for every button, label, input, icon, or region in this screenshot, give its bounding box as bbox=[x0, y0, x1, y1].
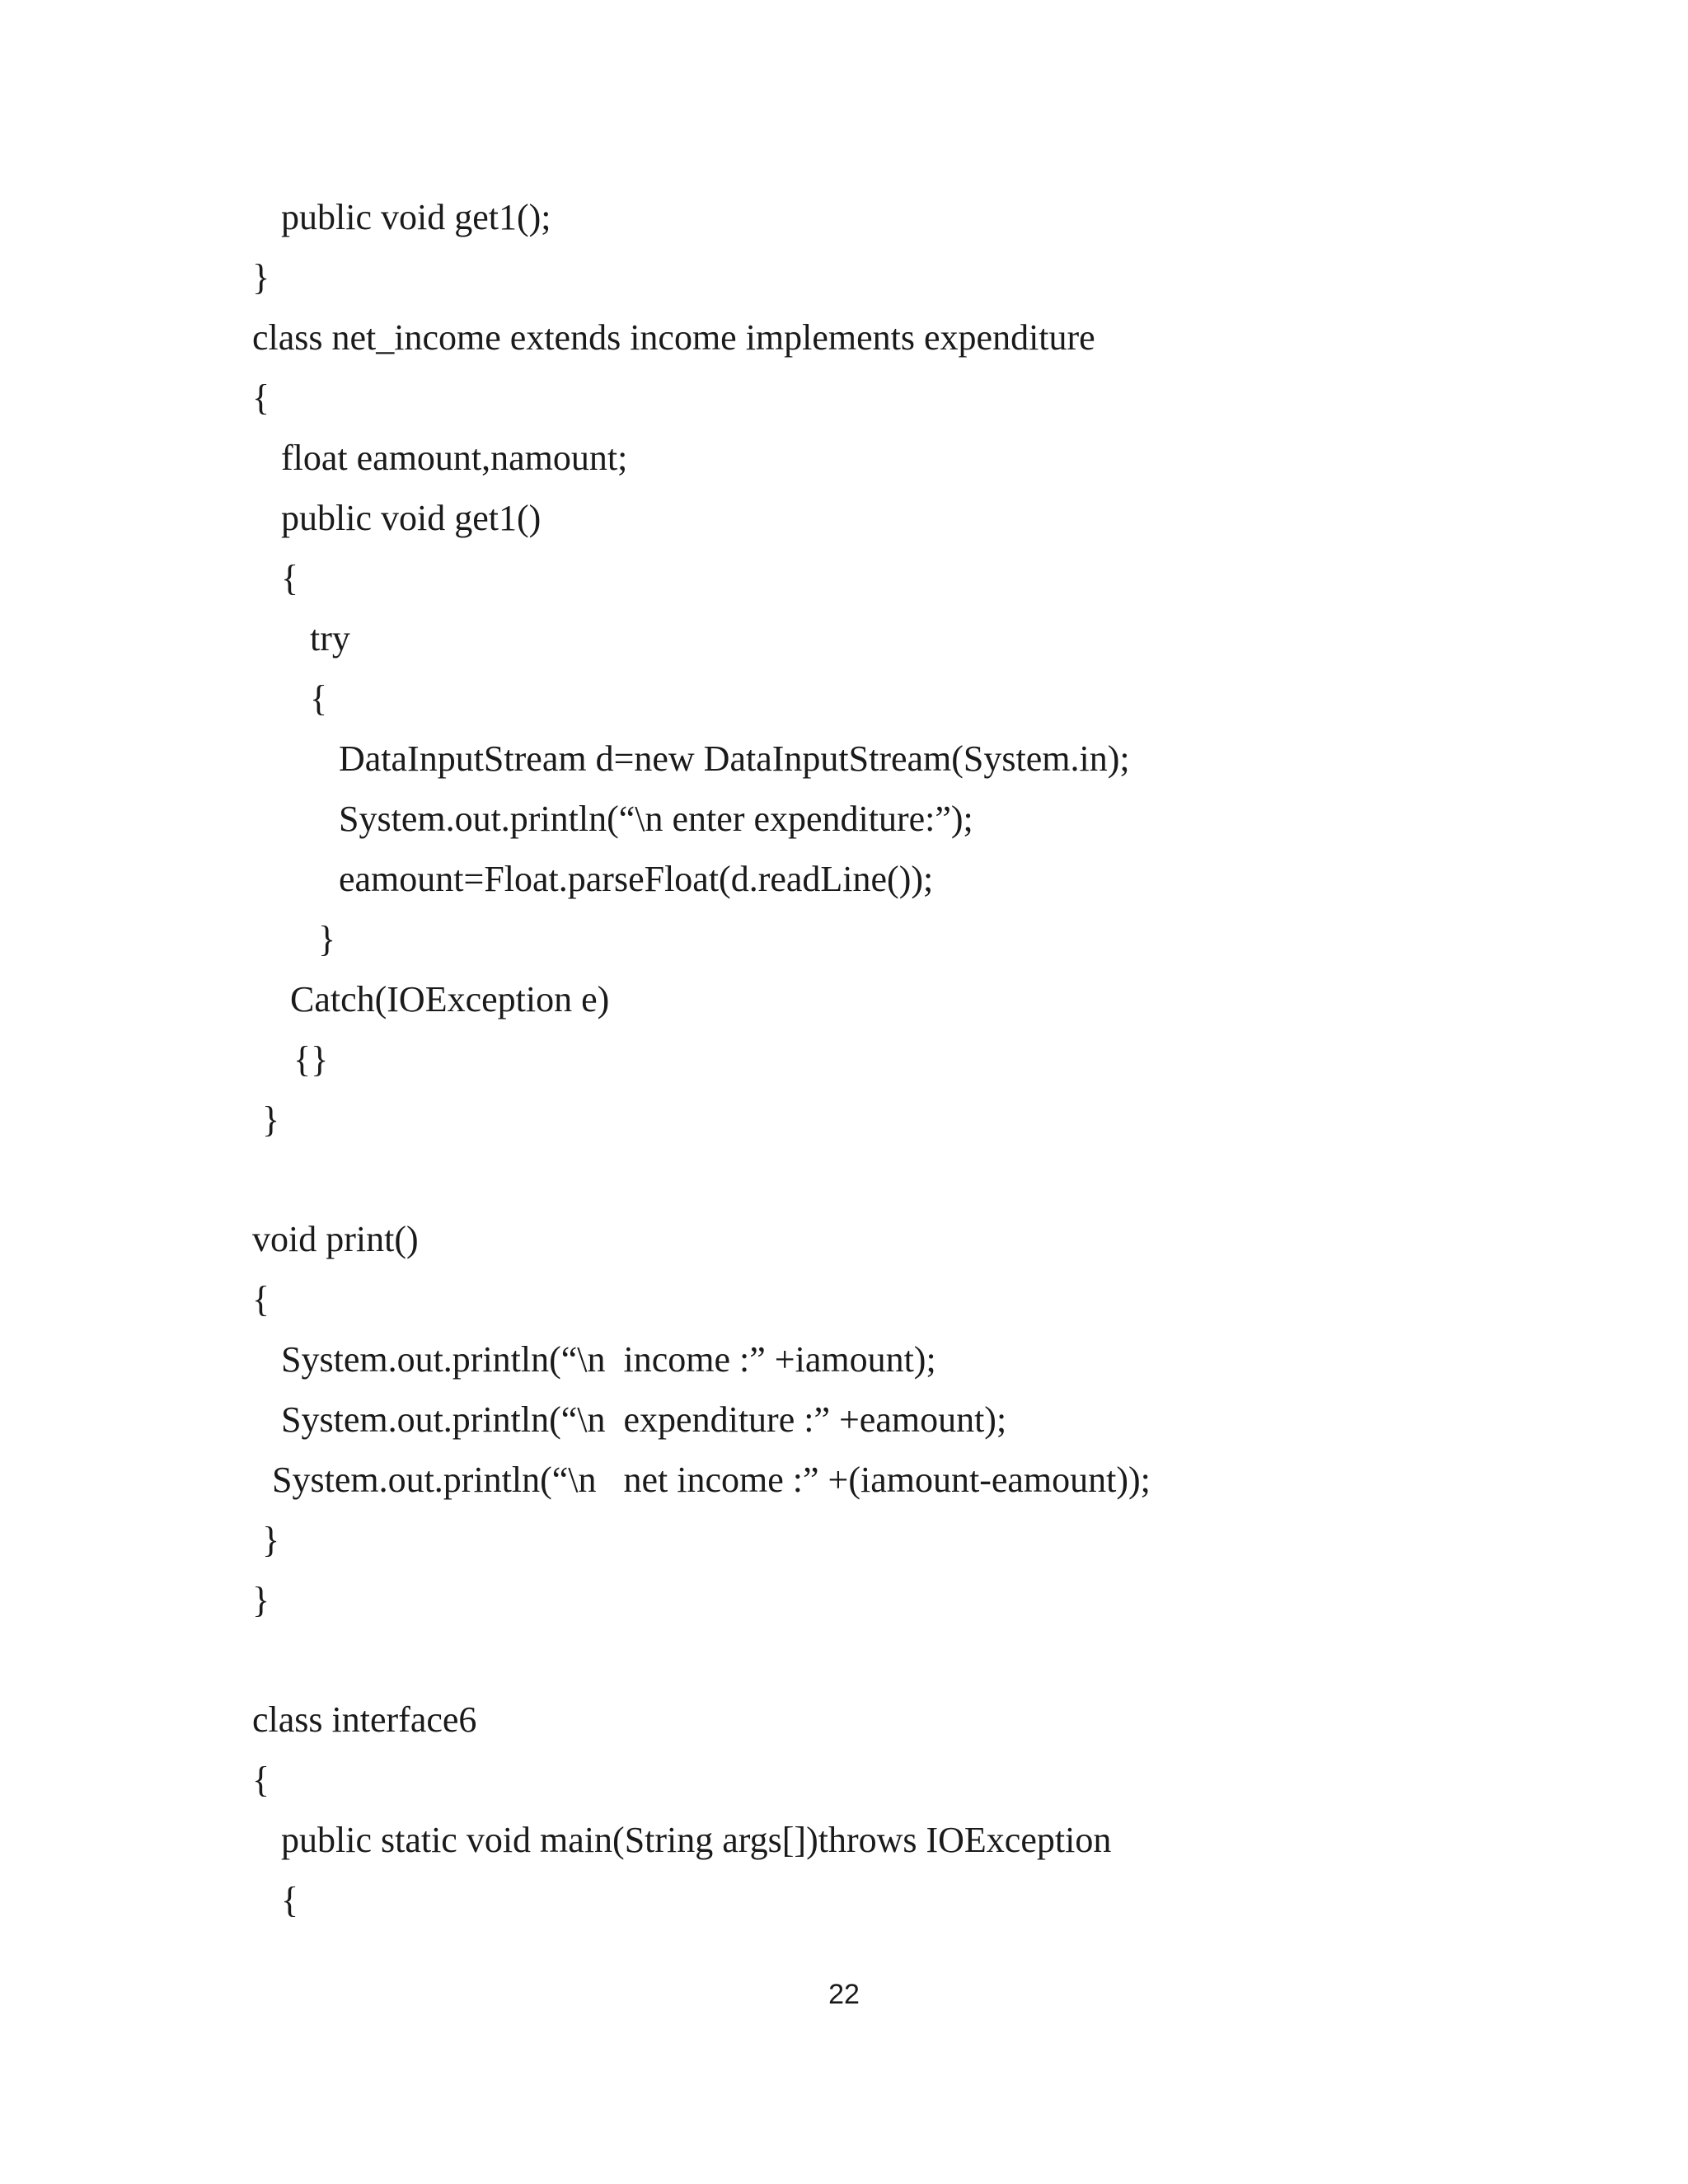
code-line: System.out.println(“\n enter expenditure:”); bbox=[339, 799, 973, 839]
code-line: { bbox=[252, 1760, 270, 1800]
code-line: float eamount,namount; bbox=[281, 438, 628, 478]
code-line: try bbox=[310, 618, 350, 658]
code-line: } bbox=[252, 257, 270, 298]
page-number: 22 bbox=[828, 1979, 860, 2010]
code-line: } bbox=[262, 1099, 280, 1140]
code-line: } bbox=[318, 919, 336, 959]
code-line: {} bbox=[293, 1039, 329, 1080]
code-line: } bbox=[252, 1580, 270, 1620]
code-line: class net_income extends income implements expenditure bbox=[252, 317, 1095, 358]
code-line: { bbox=[310, 678, 328, 719]
code-line: Catch(IOException e) bbox=[290, 979, 610, 1019]
code-line: eamount=Float.parseFloat(d.readLine()); bbox=[339, 859, 934, 899]
code-line: } bbox=[262, 1520, 280, 1560]
code-line: void print() bbox=[252, 1219, 419, 1259]
code-line: System.out.println(“\n expenditure :” +eamount); bbox=[281, 1399, 1007, 1440]
code-line: System.out.println(“\n net income :” +(iamount-eamount)); bbox=[272, 1460, 1151, 1500]
code-line: public static void main(String args[])throws IOException bbox=[281, 1820, 1112, 1860]
code-line: DataInputStream d=new DataInputStream(System.in); bbox=[339, 738, 1130, 779]
code-line: { bbox=[252, 377, 270, 418]
code-line: { bbox=[281, 558, 299, 598]
code-line: public void get1() bbox=[281, 498, 542, 538]
code-line: class interface6 bbox=[252, 1699, 477, 1740]
code-line: public void get1(); bbox=[281, 197, 551, 237]
code-line: System.out.println(“\n income :” +iamount); bbox=[281, 1339, 936, 1380]
code-line: { bbox=[281, 1880, 299, 1920]
code-line: { bbox=[252, 1279, 270, 1319]
